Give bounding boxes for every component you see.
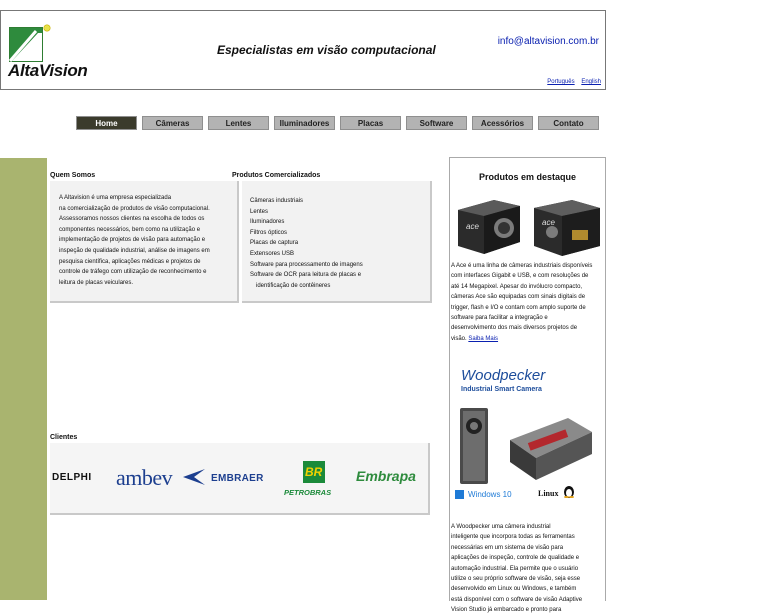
lang-portuguese-link[interactable]: Português bbox=[547, 79, 575, 85]
about-line: leitura de placas veiculares. bbox=[59, 279, 134, 286]
product-item-software[interactable]: Software para processamento de imagens bbox=[250, 261, 363, 268]
lang-english-link[interactable]: English bbox=[581, 79, 601, 85]
site-header bbox=[0, 10, 606, 90]
about-line: componentes necessários, bem como na utilização e bbox=[59, 226, 201, 233]
tux-penguin-icon bbox=[563, 484, 575, 498]
product-item-extensores[interactable]: Extensores USB bbox=[250, 250, 295, 257]
products-title: Produtos Comercializados bbox=[232, 172, 321, 179]
ace-label-left: ace bbox=[466, 222, 479, 231]
client-logo-petrobras: PETROBRAS bbox=[284, 488, 332, 497]
nav-home[interactable]: Home bbox=[76, 116, 137, 130]
about-text bbox=[59, 193, 229, 288]
woodpecker-line: automação industrial. Ela permite que o usuário bbox=[451, 565, 579, 572]
windows-icon bbox=[455, 490, 464, 499]
woodpecker-line: Vision Studio já embarcado e pronto para bbox=[451, 607, 562, 614]
ambev-swoosh-icon bbox=[180, 467, 206, 487]
ace-label-right: ace bbox=[542, 218, 555, 227]
saiba-mais-link[interactable]: Saiba Mais bbox=[468, 335, 499, 342]
client-logo-embrapa: Embrapa bbox=[356, 468, 416, 484]
petrobras-br-text: BR bbox=[305, 465, 323, 479]
product-item-placas[interactable]: Placas de captura bbox=[250, 240, 299, 247]
client-logo-embraer: EMBRAER bbox=[211, 473, 264, 484]
product-item-lentes[interactable]: Lentes bbox=[250, 208, 269, 215]
woodpecker-line: aplicações de inspeção, controle de qualidade e bbox=[451, 555, 580, 562]
clients-panel bbox=[50, 443, 430, 515]
nav-cameras[interactable]: Câmeras bbox=[142, 116, 203, 130]
petrobras-br-icon bbox=[303, 461, 325, 483]
nav-iluminadores[interactable]: Iluminadores bbox=[274, 116, 335, 130]
ace-line: até 14 Megapixel. Apesar do invólucro compacto, bbox=[451, 283, 583, 290]
client-logo-delphi: DELPHI bbox=[52, 472, 92, 483]
ace-line: com interfaces Gigabit e USB, e com resoluções de bbox=[451, 273, 589, 280]
woodpecker-title: Woodpecker bbox=[461, 367, 546, 384]
ace-line: desenvolvimento dos mais diversos projetos de bbox=[451, 325, 578, 332]
nav-lentes[interactable]: Lentes bbox=[208, 116, 269, 130]
ace-line: A Ace é uma linha de câmeras industriais disponíveis bbox=[451, 263, 593, 269]
ace-line: câmeras Ace são equipadas com sinais digitais de bbox=[451, 294, 586, 301]
woodpecker-line: está disponível com o software de visão Adaptive bbox=[451, 596, 583, 603]
about-line: Assessoramos nossos clientes na escolha de todos os bbox=[59, 216, 205, 223]
about-line: pesquisa científica, aplicações médicas e projetos de bbox=[59, 258, 201, 265]
nav-software[interactable]: Software bbox=[406, 116, 467, 130]
main-nav bbox=[76, 116, 604, 130]
about-line: inspeção de qualidade industrial, análise de imagens em bbox=[59, 247, 210, 254]
left-decorative-bar bbox=[0, 158, 47, 600]
about-line: A Altavision é uma empresa especializada bbox=[59, 195, 172, 201]
woodpecker-line: desenvolvido em Linux ou Windows, e também bbox=[451, 586, 577, 593]
nav-acessorios[interactable]: Acessórios bbox=[472, 116, 533, 130]
about-line: controle de tráfego com utilização de reconhecimento e bbox=[59, 269, 207, 276]
woodpecker-line: utilize o seu próprio software de visão, seja esse bbox=[451, 576, 581, 583]
email-link[interactable]: info@altavision.com.br bbox=[497, 36, 599, 47]
nav-contato[interactable]: Contato bbox=[538, 116, 599, 130]
product-item-cameras[interactable]: Câmeras industriais bbox=[250, 198, 304, 204]
woodpecker-line: A Woodpecker uma câmera industrial bbox=[451, 524, 551, 530]
linux-label: Linux bbox=[538, 489, 559, 498]
windows-label: Windows 10 bbox=[468, 490, 512, 499]
woodpecker-camera-image[interactable] bbox=[458, 402, 596, 486]
product-item-filtros[interactable]: Filtros ópticos bbox=[250, 229, 288, 236]
featured-products-box bbox=[449, 157, 606, 614]
product-item-ocr-cont[interactable]: identificação de contêineres bbox=[256, 282, 331, 289]
woodpecker-line: inteligente que incorpora todas as ferramentas bbox=[451, 534, 575, 541]
language-links bbox=[542, 79, 601, 85]
products-list bbox=[250, 196, 363, 291]
nav-placas[interactable]: Placas bbox=[340, 116, 401, 130]
featured-title: Produtos em destaque bbox=[478, 172, 577, 182]
client-logo-ambev: ambev bbox=[116, 465, 173, 490]
ace-description bbox=[451, 261, 592, 344]
woodpecker-subtitle: Industrial Smart Camera bbox=[461, 386, 542, 393]
tagline: Especialistas em visão computacional bbox=[217, 43, 436, 57]
about-line: na comercialização de produtos de visão computacional. bbox=[59, 205, 210, 212]
product-item-ocr[interactable]: Software de OCR para leitura de placas e bbox=[250, 272, 362, 279]
about-line: implementação de projetos de visão para automação e bbox=[59, 237, 206, 244]
product-item-iluminadores[interactable]: Iluminadores bbox=[250, 219, 285, 226]
ace-line: trigger, flash e I/O e contam com amplo suporte de bbox=[451, 304, 586, 311]
ace-line: visão. bbox=[451, 335, 467, 342]
logo-text: AltaVision bbox=[8, 61, 88, 80]
woodpecker-description bbox=[451, 522, 582, 616]
about-title: Quem Somos bbox=[50, 172, 96, 179]
woodpecker-line: necessárias em um sistema de visão para bbox=[451, 544, 564, 551]
clients-title: Clientes bbox=[50, 434, 78, 441]
altavision-logo[interactable] bbox=[8, 17, 108, 83]
ace-line: software para facilitar a integração e bbox=[451, 315, 548, 322]
